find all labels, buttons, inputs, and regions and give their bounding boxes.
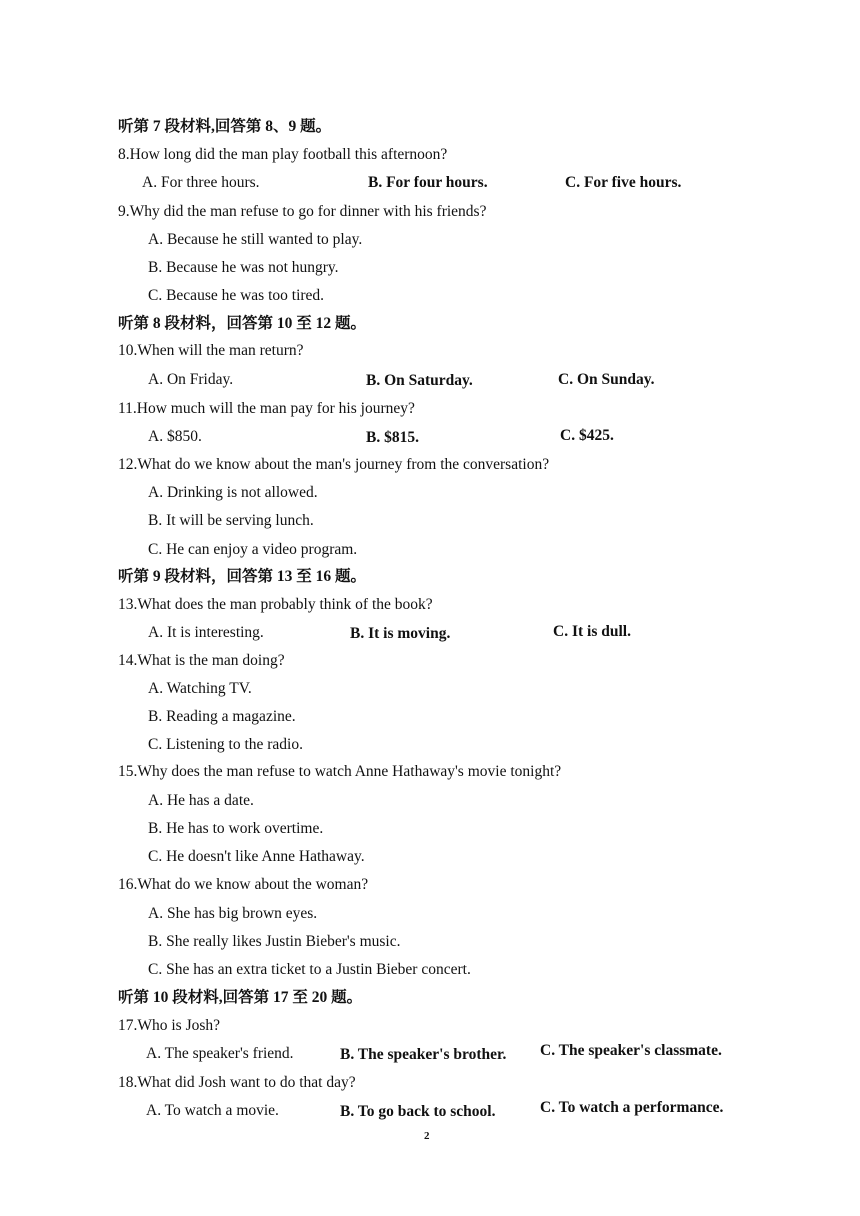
q10-option-b: B. On Saturday.: [366, 372, 473, 389]
question-8: 8.How long did the man play football this afternoon?: [118, 146, 448, 163]
q10-option-c: C. On Sunday.: [558, 371, 655, 388]
section-heading: 听第 9 段材料，回答第 13 至 16 题。: [118, 568, 367, 585]
q13-option-c: C. It is dull.: [553, 623, 631, 640]
q15-option-a: A. He has a date.: [148, 792, 254, 809]
page-number: 2: [424, 1130, 430, 1142]
q18-option-b: B. To go back to school.: [340, 1103, 496, 1120]
question-17: 17.Who is Josh?: [118, 1017, 221, 1034]
q15-option-b: B. He has to work overtime.: [148, 820, 324, 837]
q13-option-a: A. It is interesting.: [148, 624, 264, 641]
q9-option-a: A. Because he still wanted to play.: [148, 231, 363, 248]
section-heading: 听第 8 段材料，回答第 10 至 12 题。: [118, 315, 367, 332]
q16-option-a: A. She has big brown eyes.: [148, 905, 318, 922]
q8-option-c: C. For five hours.: [565, 174, 682, 191]
q18-option-a: A. To watch a movie.: [146, 1102, 279, 1119]
q13-option-b: B. It is moving.: [350, 625, 451, 642]
question-16: 16.What do we know about the woman?: [118, 876, 369, 893]
q18-option-c: C. To watch a performance.: [540, 1099, 724, 1116]
q15-option-c: C. He doesn't like Anne Hathaway.: [148, 848, 365, 865]
q17-option-a: A. The speaker's friend.: [146, 1045, 294, 1062]
q8-option-a: A. For three hours.: [142, 174, 260, 191]
q12-option-c: C. He can enjoy a video program.: [148, 541, 358, 558]
q9-option-c: C. Because he was too tired.: [148, 287, 325, 304]
question-9: 9.Why did the man refuse to go for dinner with his friends?: [118, 203, 487, 220]
q11-option-c: C. $425.: [560, 427, 614, 444]
q11-option-a: A. $850.: [148, 428, 202, 445]
section-heading: 听第 10 段材料,回答第 17 至 20 题。: [118, 989, 363, 1006]
question-14: 14.What is the man doing?: [118, 652, 285, 669]
q14-option-b: B. Reading a magazine.: [148, 708, 296, 725]
q17-option-b: B. The speaker's brother.: [340, 1046, 507, 1063]
question-11: 11.How much will the man pay for his journey?: [118, 400, 415, 417]
question-10: 10.When will the man return?: [118, 342, 304, 359]
q14-option-a: A. Watching TV.: [148, 680, 252, 697]
question-13: 13.What does the man probably think of the book?: [118, 596, 433, 613]
q16-option-c: C. She has an extra ticket to a Justin Bieber concert.: [148, 961, 471, 978]
question-12: 12.What do we know about the man's journey from the conversation?: [118, 456, 550, 473]
question-18: 18.What did Josh want to do that day?: [118, 1074, 356, 1091]
q8-option-b: B. For four hours.: [368, 174, 488, 191]
section-heading: 听第 7 段材料,回答第 8、9 题。: [118, 118, 332, 135]
q11-option-b: B. $815.: [366, 429, 419, 446]
q14-option-c: C. Listening to the radio.: [148, 736, 303, 753]
question-15: 15.Why does the man refuse to watch Anne Hathaway's movie tonight?: [118, 763, 562, 780]
q12-option-a: A. Drinking is not allowed.: [148, 484, 318, 501]
q17-option-c: C. The speaker's classmate.: [540, 1042, 722, 1059]
q9-option-b: B. Because he was not hungry.: [148, 259, 339, 276]
q12-option-b: B. It will be serving lunch.: [148, 512, 314, 529]
q10-option-a: A. On Friday.: [148, 371, 234, 388]
q16-option-b: B. She really likes Justin Bieber's music.: [148, 933, 401, 950]
